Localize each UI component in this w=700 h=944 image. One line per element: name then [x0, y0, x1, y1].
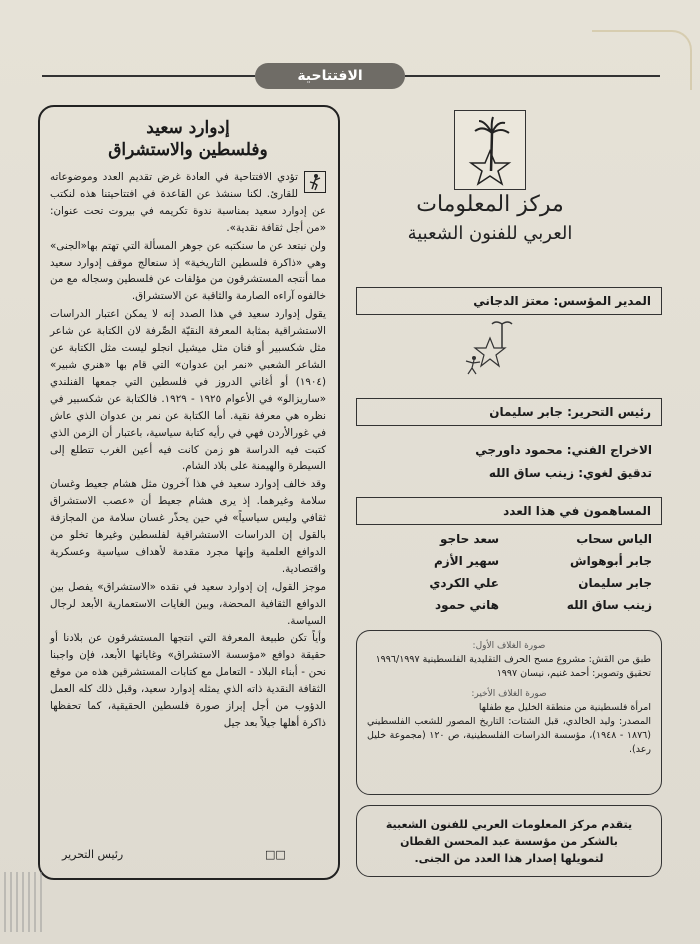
editorial-title-line1: إدوارد سعيد [146, 118, 230, 138]
acknowledgement-line: يتقدم مركز المعلومات العربي للفنون الشعبية [385, 818, 633, 831]
contributors-heading: المساهمون في هذا العدد [356, 497, 662, 525]
dancers-emblem [460, 318, 520, 378]
editorial-paragraph: وأياً تكن طبيعة المعرفة التي انتجها المستشرقون عن بلادنا أو حقيقة دوافع «مؤسسة الاستشراق» وغاياتها الأبعد، فإن واجبنا نحن - أبناء البلاد - التعامل مع كتابات المستشرقين هذه من موقع الثقافة النقدية ذاته الذي يمثله إدوارد سعيد، وقبل ذلك كله العمل الدؤوب من أجل إبراز صورة فلسطين الحقيقية، كما تحفظها ذاكرة أهلها جيلاً بعد جيل [50, 632, 326, 729]
editorial-paragraph: وقد خالف إدوارد سعيد في هذا آخرون مثل هشام جعيط وغسان سلامة وغيرهما. إذ يرى هشام جعيط أن «عصب الاستشراق ثقافي وليس سياسياً» في حين يحذّر غسان سلامة من المجازفة بالقول إن الدراسات الاستشراقية لفلسطين وغيرها تخلو من الدوافع العلمية وإنها مجرد مقدمة لأهداف سياسية وعسكرية واقتصادية. [50, 478, 326, 575]
contributor-name: علي الكردي [429, 576, 499, 590]
front-cover-heading: صورة الغلاف الأول: [472, 641, 546, 651]
editorial-title [50, 117, 326, 161]
editorial-box [38, 105, 340, 880]
editor-in-chief-box: رئيس التحرير: جابر سليمان [356, 398, 662, 426]
acknowledgement-line: بالشكر من مؤسسة عبد المحسن القطان [400, 835, 618, 848]
org-name-line2: العربي للفنون الشعبية [407, 223, 573, 244]
contributors-list [356, 532, 662, 620]
header-rule-left [42, 75, 255, 77]
org-name [400, 192, 580, 244]
editorial-body [50, 169, 326, 732]
editorial-paragraph: تؤدي الافتتاحية في العادة غرض تقديم العدد وموضوعاته للقارئ. لكنا سنشذ عن القاعدة في افتتاحيتنا هذه لنكتب عن إدوارد سعيد بمناسبة ندوة تكريمه في بيروت تحت عنوان: «من أجل ثقافة نقدية». [50, 171, 326, 234]
back-cover-text: امرأة فلسطينية من منطقة الخليل مع طفلها [478, 702, 651, 713]
contributor-name: سهير الأزم [433, 554, 499, 568]
editorial-paragraph: ولن نبتعد عن ما سنكتبه عن جوهر المسألة التي تهتم بها«الجنى» وهي «ذاكرة فلسطين التاريخية» إذ سنعالج موقف إدوارد سعيد مما أنتجه المستشرقون من مؤلفات عن فلسطين وسجاله مع من خالفوه آراءه الصارمة والثاقبة عن الاستشراق. [50, 239, 326, 303]
contributors-row [356, 598, 662, 620]
editorial-paragraph: يقول إدوارد سعيد في هذا الصدد إنه لا يمكن اعتبار الدراسات الاستشراقية بمثابة المعرفة النقيّة الصِّرفة لان الكتابة عن شاعر مثل شكسبير أو فنان مثل ميشيل انجلو ليست مثل الكتابة عن الشاعر الشعبي «نمر ابن عدوان» التي قام بها «هنري شبير» (١٩٠٤) أو أغاني الدروز في فلسطين التي جمعها الفنلندي «ساريزالو» في الأعوام ١٩٢٥ - ١٩٢٩. فالكتابة عن شكسبير في نظره هي معرفة نقية. أما الكتابة عن نمر بن عدوان الذي عاش في غورالأردن فهي في رأيه كتابة سياسية، باعتبار أن الزمن الذي كتبت فيه الدراسة هو زمن كانت فيه أعين الغرب تتطلع إلى السيطرة والهيمنة على بلاد الشام. [50, 308, 326, 473]
contributor-name: سعد حاجو [439, 532, 499, 546]
contributor-name: الياس سحاب [576, 532, 652, 546]
contributors-row [356, 532, 662, 554]
editorial-end-marks: □□ [265, 848, 286, 861]
proofreading-credit: تدقيق لغوي: زينب ساق الله [488, 466, 652, 480]
contributor-name: هاني حمود [434, 598, 499, 612]
cover-credits-box [356, 630, 662, 795]
founder-box: المدير المؤسس: معتز الدجاني [356, 287, 662, 315]
contributor-name: جابر أبوهواش [570, 554, 652, 568]
contributor-name: زينب ساق الله [566, 598, 652, 612]
back-cover-heading: صورة الغلاف الأخير: [471, 689, 547, 699]
editorial-paragraph: موجز القول، إن إدوارد سعيد في نقده «الاستشراق» يفصل بين الدوافع الثقافية المحضة، وبين الغايات الاستعمارية الأبعد لرجال السياسة. [50, 580, 326, 627]
scan-edge-marks [4, 872, 44, 932]
contributor-name: جابر سليمان [578, 576, 652, 590]
corner-ornament [592, 30, 692, 90]
org-name-line1: مركز المعلومات [416, 192, 564, 217]
front-cover-credit: تحقيق وتصوير: أحمد غنيم، نيسان ١٩٩٧ [496, 668, 651, 679]
org-logo [454, 110, 526, 190]
contributors-row [356, 576, 662, 598]
header-rule-right [405, 75, 660, 77]
acknowledgement-line: لتمويلها إصدار هذا العدد من الجنى. [414, 852, 604, 865]
front-cover-text: طبق من القش: مشروع مسح الحرف التقليدية الفلسطينية ١٩٩٦/١٩٩٧ [375, 654, 651, 665]
section-tab: الافتتاحية [255, 63, 405, 89]
acknowledgement-box [356, 805, 662, 877]
back-cover-source: المصدر: وليد الخالدي، قبل الشتات: التاريخ المصور للشعب الفلسطيني (١٨٧٦ - ١٩٤٨)، مؤسسة الدراسات الفلسطينية، ص ١٢٠ (مجموعة خليل رعد). [367, 716, 651, 755]
editorial-signature: رئيس التحرير [62, 848, 124, 861]
editorial-title-line2: وفلسطين والاستشراق [108, 140, 268, 160]
dancer-icon [304, 171, 326, 193]
art-direction-credit: الاخراج الفني: محمود داورجي [475, 443, 652, 457]
contributors-row [356, 554, 662, 576]
